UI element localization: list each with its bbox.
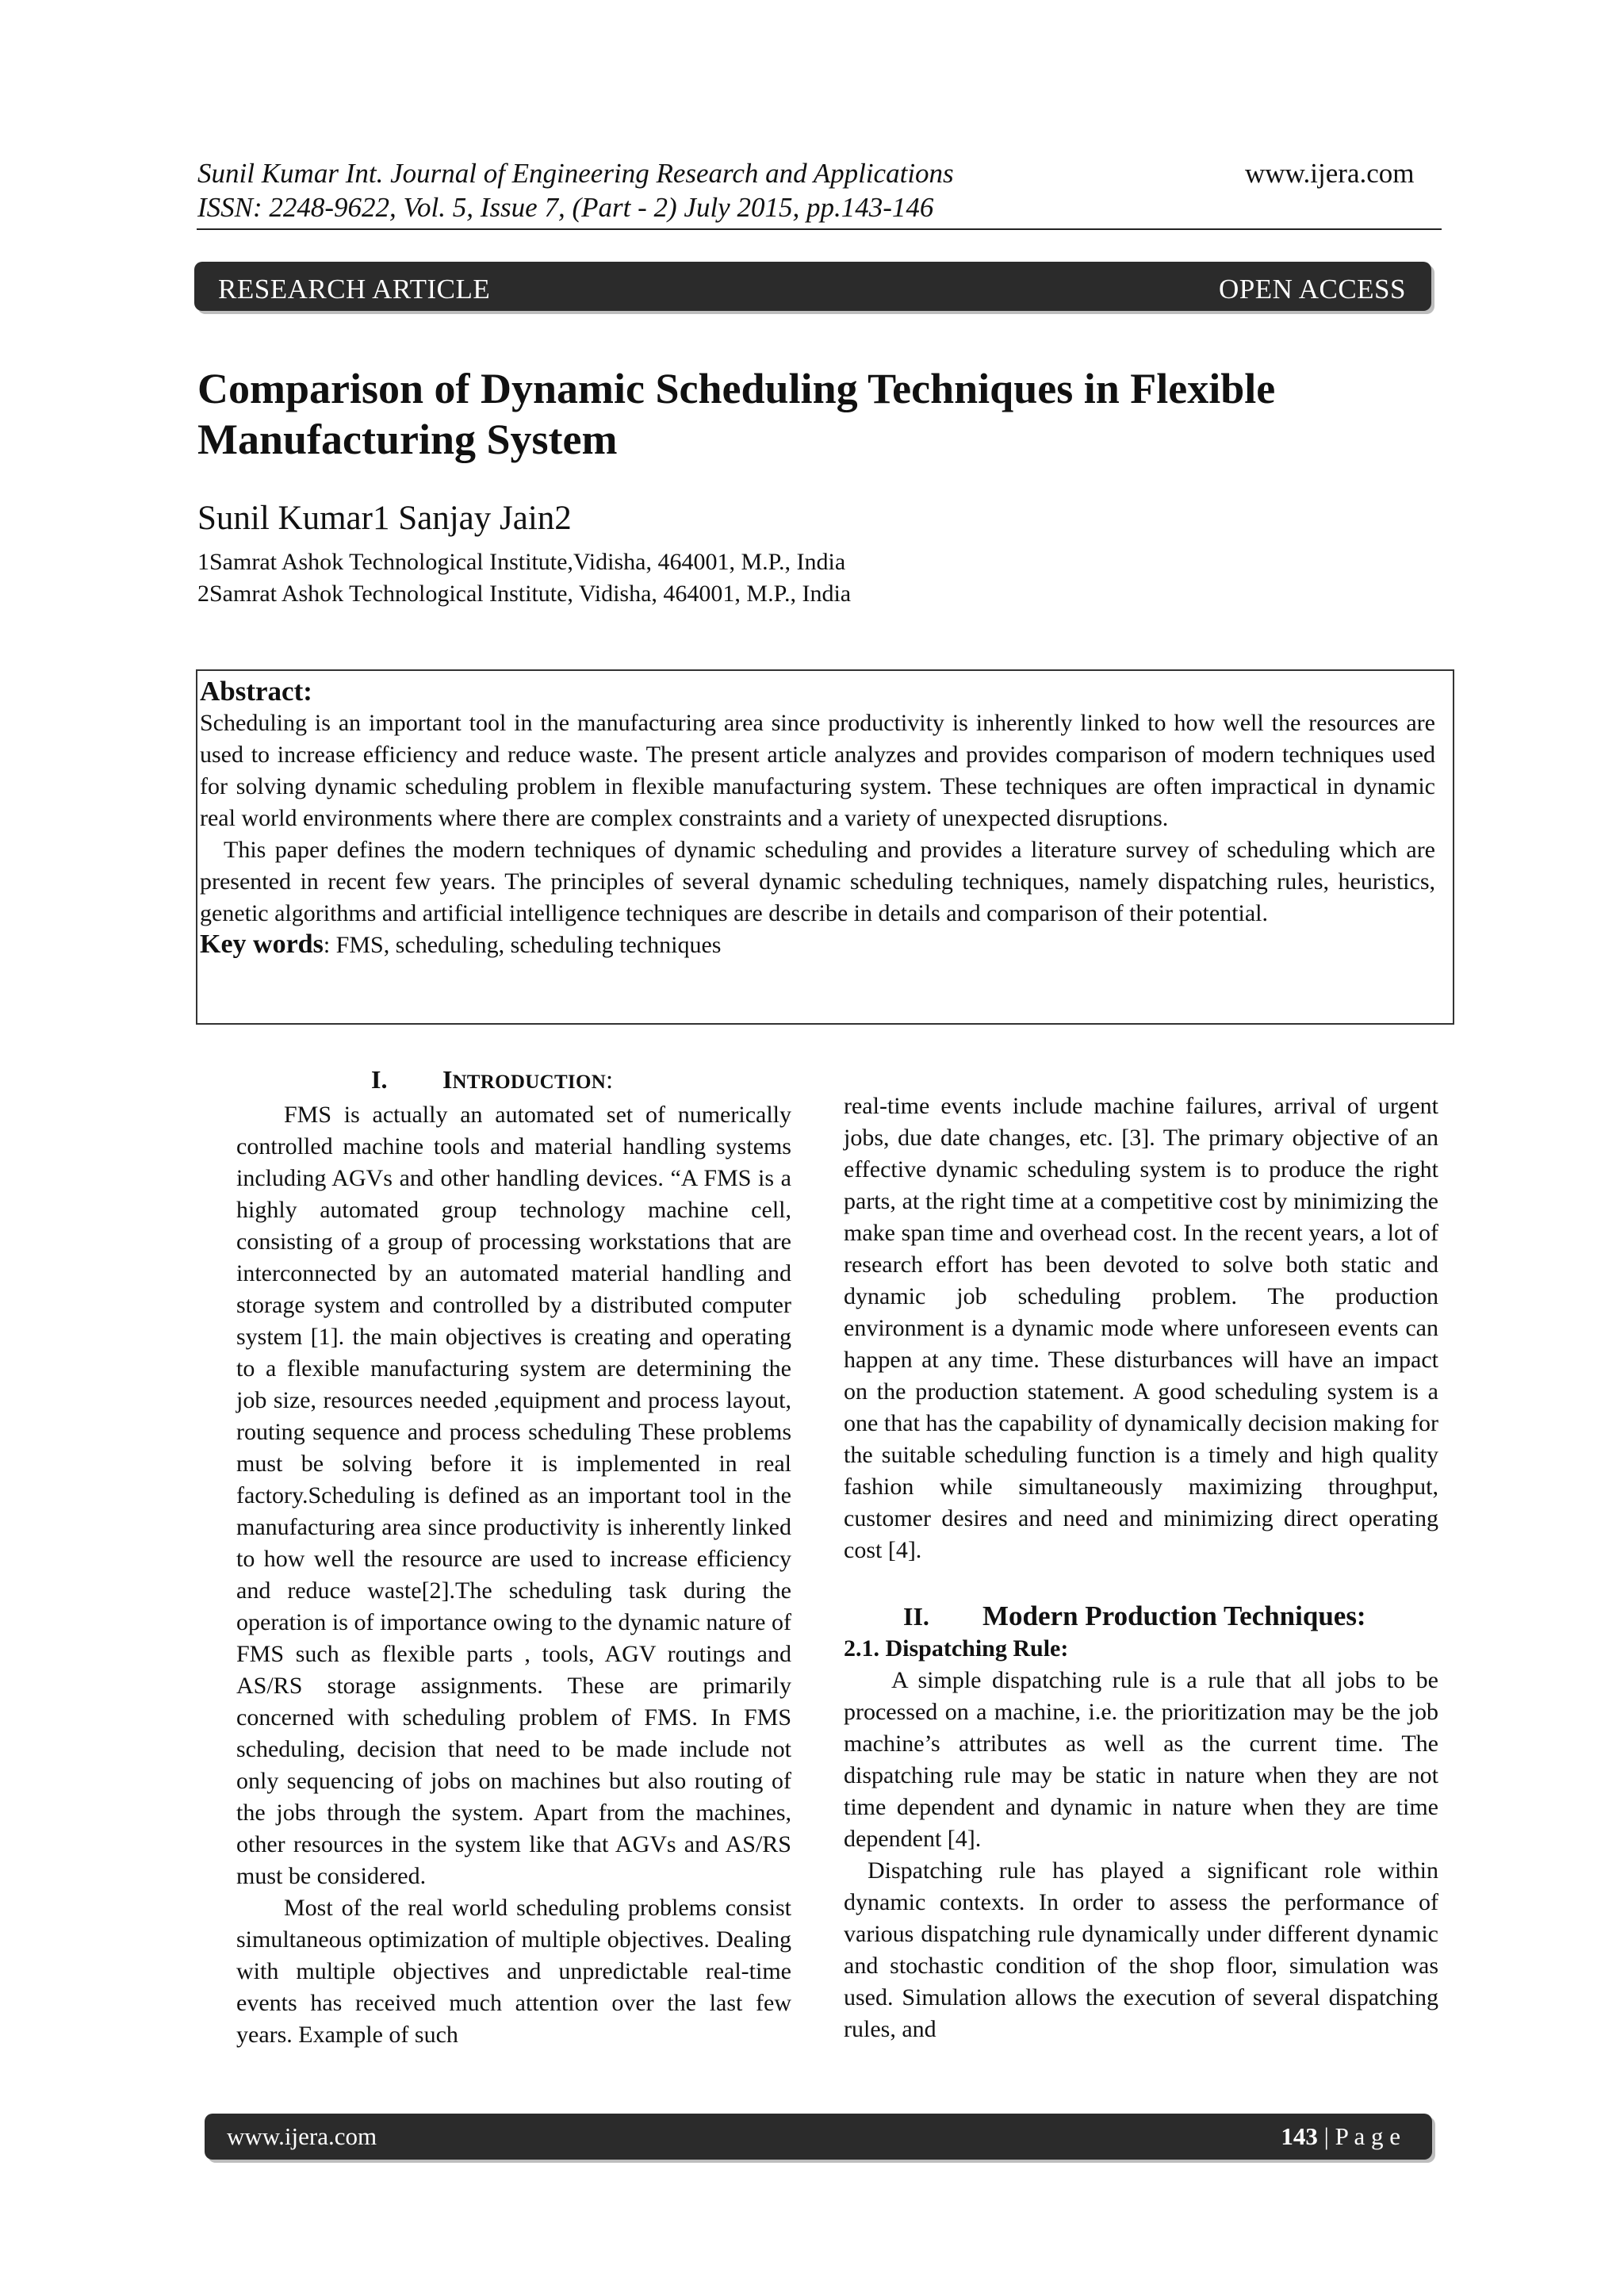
keywords-list: : FMS, scheduling, scheduling techniques xyxy=(323,932,722,958)
open-access-label: OPEN ACCESS xyxy=(1219,274,1406,305)
header-website: www.ijera.com xyxy=(1245,158,1415,189)
footer-banner xyxy=(205,2114,1432,2160)
page-indicator xyxy=(1281,2122,1400,2151)
research-article-label: RESEARCH ARTICLE xyxy=(218,274,491,305)
section-1-title-rest: NTRODUCTION xyxy=(452,1071,607,1093)
footer-website: www.ijera.com xyxy=(227,2122,377,2150)
section-1-heading xyxy=(236,1063,791,1099)
left-column xyxy=(236,1063,791,2051)
section-1-title-suffix: : xyxy=(606,1065,613,1094)
abstract-paragraph-2: This paper defines the modern techniques of dynamic scheduling and provides a literature survey of scheduling which are presented in recent few years. The principles of several dynamic scheduling techniques, namely dispatching rules, heuristics, genetic algorithms and artificial intelligence techniques are describe in details and comparison of their potential. xyxy=(200,837,1435,926)
paper-title-line-2: Manufacturing System xyxy=(197,416,618,463)
section-spacer xyxy=(844,1566,1438,1600)
section-1-number: I. xyxy=(371,1065,388,1094)
abstract-heading: Abstract: xyxy=(200,676,312,707)
section-2-title: Modern Production Techniques: xyxy=(982,1600,1366,1631)
intro-paragraph-1: FMS is actually an automated set of numerically controlled machine tools and material handling systems including AGVs and other handling devices. “A FMS is a highly automated group technology machine cell, consisting of a group of processing workstations that are interconnected by an automated material handling and storage system and controlled by a distributed computer system [1]. the main objectives is creating and operating to a flexible manufacturing system are determining the job size, resources needed ,equipment and process layout, routing sequence and process scheduling These problems must be solving before it is implemented in real factory.Scheduling is defined as an important tool in the manufacturing area since productivity is inherently linked to how well the resource are used to increase efficiency and reduce waste[2].The scheduling task during the operation is of importance owing to the dynamic nature of FMS such as flexible parts , tools, AGV routings and AS/RS storage assignments. These are primarily concerned with scheduling problem of FMS. In FMS scheduling, decision that need to be made include not only sequencing of jobs on machines but also routing of the jobs through the system. Apart from the machines, other resources in the system like that AGVs and AS/RS must be considered. xyxy=(236,1102,791,1889)
keywords xyxy=(200,930,1435,960)
author-names: Sunil Kumar1 Sanjay Jain2 xyxy=(197,500,572,537)
article-type-banner xyxy=(194,262,1431,311)
intro-paragraph-2: Most of the real world scheduling problems consist simultaneous optimization of multiple objectives. Dealing with multiple objectives and unpredictable real-time events has received much attention over the last few years. Example of such xyxy=(236,1895,791,2048)
intro-paragraph-3: real-time events include machine failures, arrival of urgent jobs, due date changes, etc. [3]. The primary objective of an effective dynamic scheduling system is to produce the right parts, at the right time at a competitive cost by minimizing the make span time and overhead cost. In the recent years, a lot of research effort has been devoted to solve both static and dynamic job scheduling problem. The production environment is a dynamic mode where unforeseen events can happen at any time. These disturbances will have an impact on the production statement. A good scheduling system is a one that has the capability of dynamically decision making for the suitable scheduling function is a timely and high quality fashion while simultaneously maximizing throughput, customer desires and need and minimizing direct operating cost [4]. xyxy=(844,1093,1438,1563)
section-2-number: II. xyxy=(903,1602,929,1631)
page-label: | P a g e xyxy=(1317,2122,1400,2150)
issn-line: ISSN: 2248-9622, Vol. 5, Issue 7, (Part - 2) July 2015, pp.143-146 xyxy=(197,192,934,223)
page-number: 143 xyxy=(1281,2122,1318,2150)
paper-title xyxy=(197,363,1434,465)
right-column xyxy=(844,1091,1438,2045)
header-rule xyxy=(197,228,1442,230)
dispatching-paragraph-1: A simple dispatching rule is a rule that all jobs to be processed on a machine, i.e. the prioritization may be the job machine’s attributes as well as the current time. The dispatching rule may be static in nature when they are not time dependent and dynamic in nature when they are time dependent [4]. xyxy=(844,1667,1438,1852)
subsection-2-1-heading: 2.1. Dispatching Rule: xyxy=(844,1635,1069,1662)
affiliation-2: 2Samrat Ashok Technological Institute, Vidisha, 464001, M.P., India xyxy=(197,581,852,607)
paper-title-line-1: Comparison of Dynamic Scheduling Techniques in Flexible xyxy=(197,365,1276,412)
affiliation-1: 1Samrat Ashok Technological Institute,Vidisha, 464001, M.P., India xyxy=(197,549,846,575)
abstract-box xyxy=(196,669,1454,1025)
section-2-heading xyxy=(844,1600,1438,1633)
dispatching-paragraph-2: Dispatching rule has played a significant role within dynamic contexts. In order to assess the performance of various dispatching rule dynamically under different dynamic and stochastic condition of the shop floor, simulation was used. Simulation allows the execution of several dispatching rules, and xyxy=(844,1857,1438,2042)
section-1-title-initial: I xyxy=(442,1065,453,1094)
journal-name-line: Sunil Kumar Int. Journal of Engineering Research and Applications xyxy=(197,158,954,189)
keywords-label: Key words xyxy=(200,930,324,959)
abstract-paragraph-1: Scheduling is an important tool in the manufacturing area since productivity is inherently linked to how well the resources are used to increase efficiency and reduce waste. The present article analyzes and provides comparison of modern techniques used for solving dynamic scheduling problem in flexible manufacturing system. These techniques are often impractical in dynamic real world environments where there are complex constraints and a variety of unexpected disruptions. xyxy=(200,710,1435,831)
